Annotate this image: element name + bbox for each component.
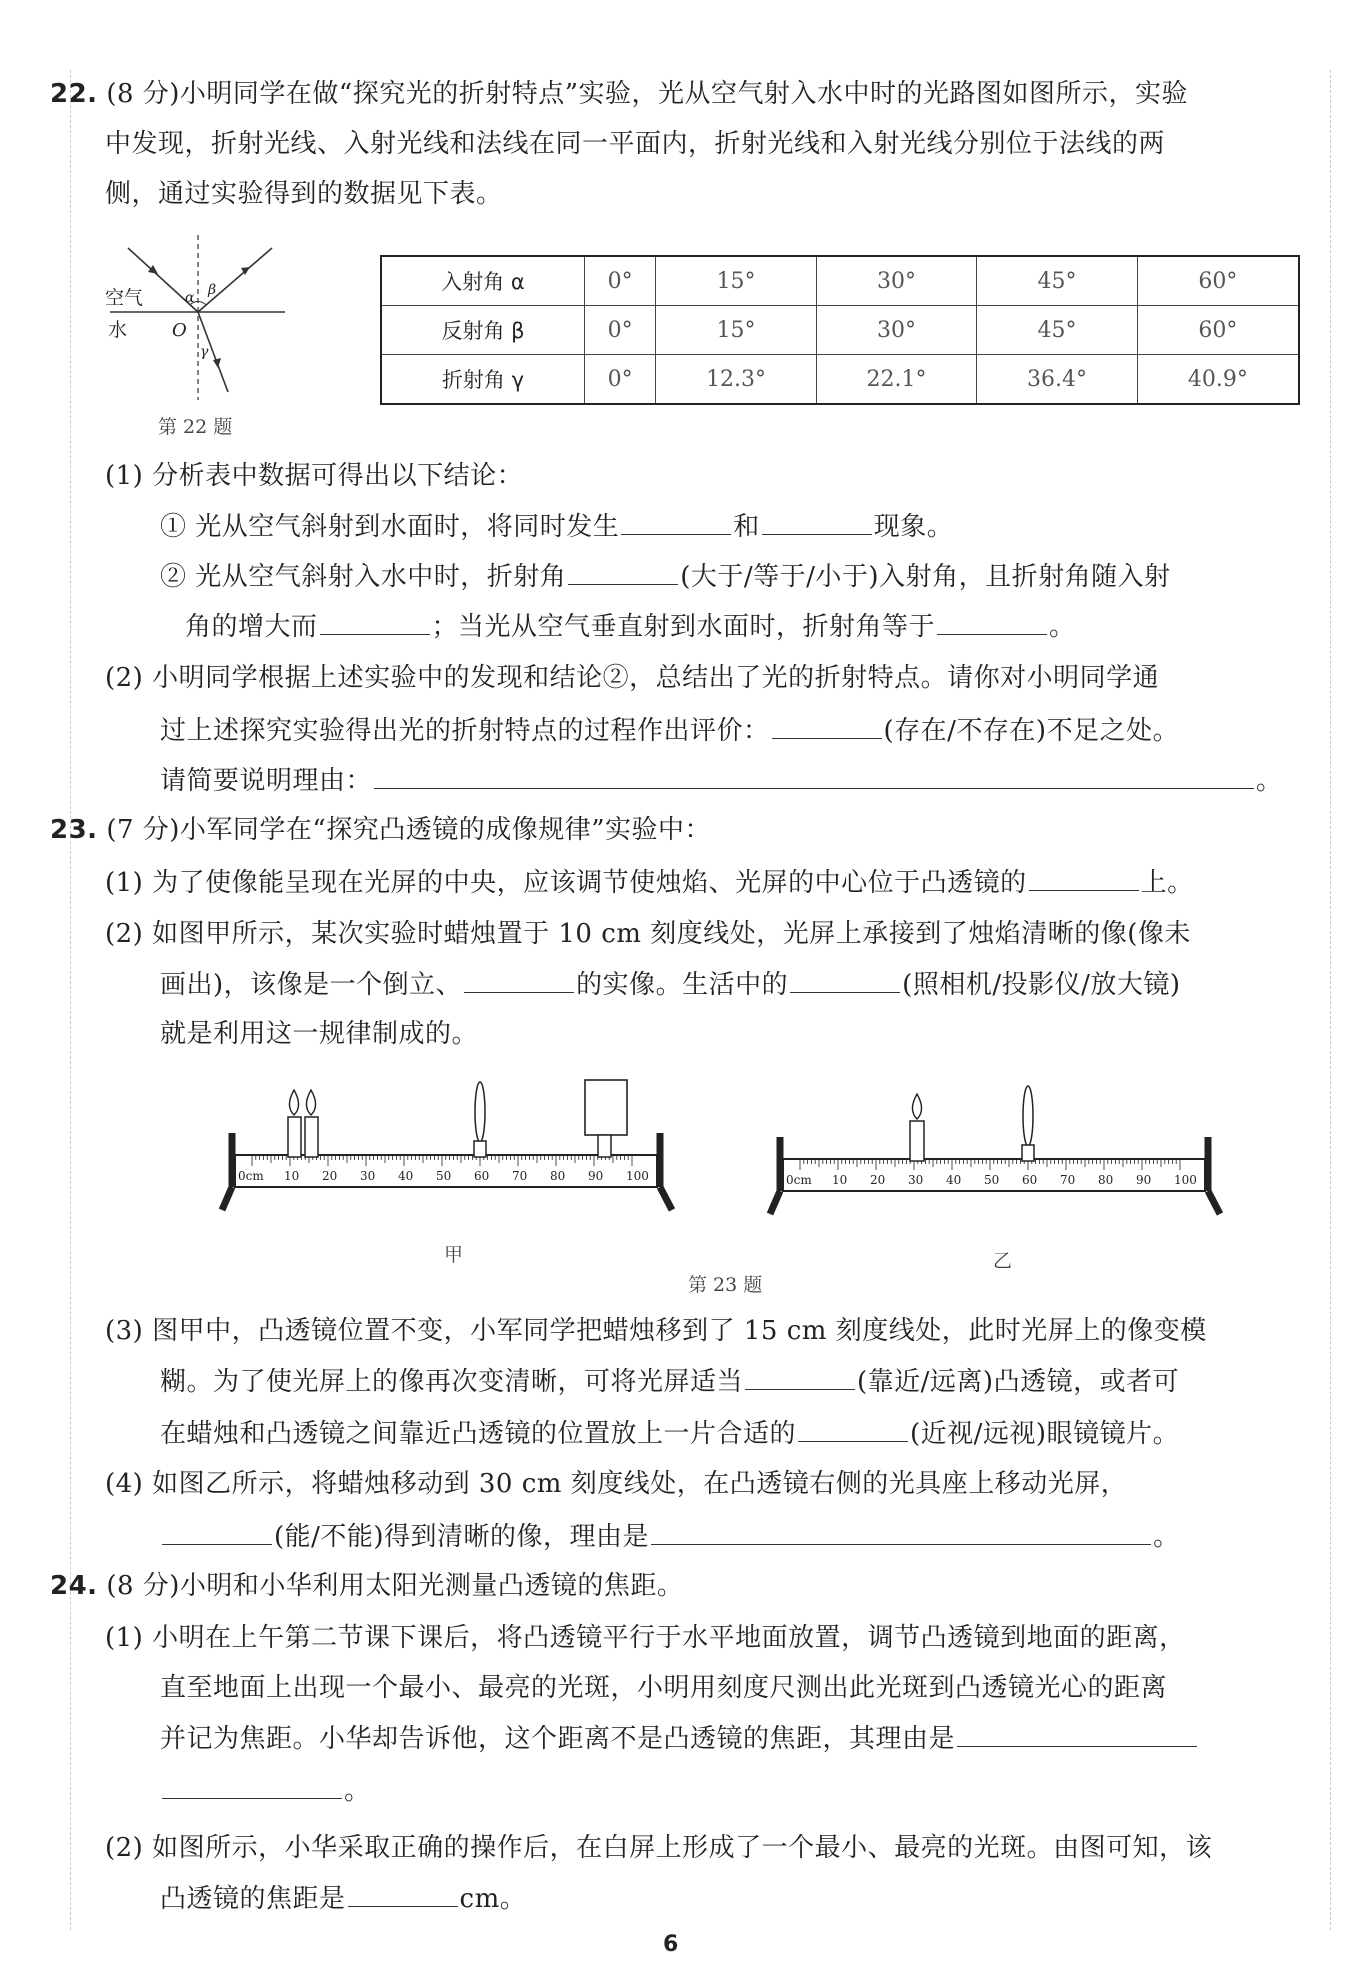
q22-1c-text2: ；当光从空气垂直射到水面时，折射角等于: [431, 612, 936, 642]
q22-1a-and: 和: [733, 512, 760, 542]
q23-part3-l3: [160, 1415, 1179, 1452]
table-row: [381, 306, 1299, 355]
q23-3-options: (靠近/远离)凸透镜，或者可: [857, 1367, 1180, 1397]
ruler-tick-label: 90: [1136, 1173, 1152, 1187]
row-header: 入射角 α: [381, 256, 585, 306]
q23-part3-l1: (3) 图甲中，凸透镜位置不变，小军同学把蜡烛移到了 15 cm 刻度线处，此时光屏上的像变模: [105, 1316, 1207, 1346]
table-cell: 0°: [585, 256, 656, 306]
table-cell: 30°: [816, 306, 976, 355]
fig23-caption: 第 23 题: [688, 1274, 763, 1296]
q22-1c-text: 角的增大而: [185, 612, 318, 642]
answer-blank[interactable]: [568, 558, 678, 585]
answer-blank[interactable]: [772, 712, 882, 739]
q22-2-options: (存在/不存在)不足之处。: [883, 716, 1180, 746]
answer-blank[interactable]: [162, 1772, 342, 1799]
q22-part1: (1) 分析表中数据可得出以下结论：: [105, 461, 524, 491]
table-cell: 60°: [1137, 306, 1299, 355]
q22-1c-end: 。: [1049, 612, 1076, 642]
q24-1-text: 并记为焦距。小华却告诉他，这个距离不是凸透镜的焦距，其理由是: [160, 1724, 956, 1754]
q23-2-options: (照相机/投影仪/放大镜): [902, 970, 1181, 1000]
q22-1b-options: (大于/等于/小于)入射角，且折射角随入射: [680, 562, 1171, 592]
refraction-diagram: [100, 230, 360, 420]
fig22-caption: 第 22 题: [158, 416, 233, 438]
ruler-tick-label: 50: [984, 1173, 1000, 1187]
q23-number: 23.: [50, 815, 98, 845]
q22-1a-text: ① 光从空气斜射到水面时，将同时发生: [160, 512, 620, 542]
q23-1-end: 上。: [1140, 868, 1194, 898]
angle-data-table: [380, 255, 1300, 405]
q22-text-1: (8 分)小明同学在做“探究光的折射特点”实验，光从空气射入水中时的光路图如图所示，实验: [106, 79, 1189, 109]
row-header: 反射角 β: [381, 306, 585, 355]
q22-2-text: 过上述探究实验得出光的折射特点的过程作出评价：: [160, 716, 770, 746]
ruler-tick-label: 20: [870, 1173, 886, 1187]
q24-part2-l1: (2) 如图所示，小华采取正确的操作后，在白屏上形成了一个最小、最亮的光斑。由图可知，该: [105, 1833, 1213, 1863]
label-air: 空气: [105, 287, 144, 309]
q23-part2-l3: 就是利用这一规律制成的。: [160, 1019, 479, 1049]
q24-part1-l1: (1) 小明在上午第二节课下课后，将凸透镜平行于水平地面放置，调节凸透镜到地面的距离，: [105, 1623, 1186, 1653]
table-cell: 12.3°: [656, 355, 816, 405]
label-alpha: α: [185, 290, 195, 306]
answer-blank[interactable]: [374, 762, 1254, 789]
table-cell: 15°: [656, 306, 816, 355]
q22-2-end: 。: [1256, 766, 1283, 796]
label-gamma: γ: [200, 344, 209, 360]
table-cell: 0°: [585, 355, 656, 405]
ruler-tick-label: 30: [360, 1169, 376, 1183]
q23-line1: [50, 812, 711, 848]
answer-blank[interactable]: [762, 508, 872, 535]
table-cell: 22.1°: [816, 355, 976, 405]
ruler-tick-label: 70: [512, 1169, 528, 1183]
q24-part1-l2: 直至地面上出现一个最小、最亮的光斑，小明用刻度尺测出此光斑到凸透镜光心的距离: [160, 1673, 1168, 1703]
table-cell: 60°: [1137, 256, 1299, 306]
answer-blank[interactable]: [621, 508, 731, 535]
left-margin-line: [70, 70, 71, 1930]
q22-part2-l2: [160, 712, 1179, 749]
q24-number: 24.: [50, 1571, 98, 1601]
ruler-tick-label: 0cm: [786, 1173, 812, 1187]
table-cell: 30°: [816, 256, 976, 306]
q22-2-reason-label: 请简要说明理由：: [160, 766, 373, 796]
table-cell: 40.9°: [1137, 355, 1299, 405]
table-row: [381, 355, 1299, 405]
q22-line3: 侧，通过实验得到的数据见下表。: [105, 179, 503, 209]
q23-3-text: 糊。为了使光屏上的像再次变清晰，可将光屏适当: [160, 1367, 744, 1397]
q22-part1-b: [160, 558, 1171, 595]
q23-4-end: 。: [1153, 1522, 1180, 1552]
q24-part2-l2: [160, 1880, 526, 1917]
label-water: 水: [108, 319, 128, 341]
q23-part3-l2: [160, 1363, 1179, 1400]
optical-bench-yi: [768, 1075, 1228, 1235]
q24-part1-l4: [160, 1772, 371, 1809]
answer-blank[interactable]: [937, 608, 1047, 635]
q22-number: 22.: [50, 79, 98, 109]
q24-2-unit: cm。: [459, 1884, 527, 1914]
table-cell: 15°: [656, 256, 816, 306]
answer-blank[interactable]: [464, 966, 574, 993]
ruler-tick-label: 40: [946, 1173, 962, 1187]
q23-part1: [105, 864, 1194, 901]
q23-part4-l2: [160, 1518, 1180, 1555]
q23-2-text2: 的实像。生活中的: [576, 970, 789, 1000]
q23-3-text2: 在蜡烛和凸透镜之间靠近凸透镜的位置放上一片合适的: [160, 1419, 797, 1449]
ruler-tick-label: 70: [1060, 1173, 1076, 1187]
label-o: O: [172, 320, 187, 341]
q23-text-1: (7 分)小军同学在“探究凸透镜的成像规律”实验中：: [106, 815, 712, 845]
table-row: [381, 256, 1299, 306]
ruler-tick-label: 100: [1174, 1173, 1197, 1187]
right-margin-line: [1330, 70, 1331, 1930]
q22-part2-l1: (2) 小明同学根据上述实验中的发现和结论②，总结出了光的折射特点。请你对小明同学通: [105, 663, 1160, 693]
q22-part1-a: [160, 508, 953, 545]
ruler-tick-label: 40: [398, 1169, 414, 1183]
ruler-tick-label: 10: [832, 1173, 848, 1187]
answer-blank[interactable]: [320, 608, 430, 635]
answer-blank[interactable]: [798, 1415, 908, 1442]
ruler-tick-label: 20: [322, 1169, 338, 1183]
q24-2-text: 凸透镜的焦距是: [160, 1884, 346, 1914]
ruler-tick-label: 60: [474, 1169, 490, 1183]
table-cell: 45°: [977, 306, 1137, 355]
table-cell: 36.4°: [977, 355, 1137, 405]
q22-1b-text: ② 光从空气斜射入水中时，折射角: [160, 562, 567, 592]
ruler-tick-label: 30: [908, 1173, 924, 1187]
page-number: 6: [663, 1932, 679, 1957]
q23-2-text: 画出)，该像是一个倒立、: [160, 970, 463, 1000]
answer-blank[interactable]: [162, 1518, 272, 1545]
answer-blank[interactable]: [651, 1518, 1151, 1545]
ruler-tick-label: 80: [1098, 1173, 1114, 1187]
label-beta: β: [208, 282, 217, 298]
ruler-tick-label: 80: [550, 1169, 566, 1183]
q23-4-text: (能/不能)得到清晰的像，理由是: [274, 1522, 650, 1552]
fig-jia-label: 甲: [444, 1244, 464, 1266]
answer-blank[interactable]: [348, 1880, 458, 1907]
q22-part2-l3: [160, 762, 1283, 799]
q23-part4-l1: (4) 如图乙所示，将蜡烛移动到 30 cm 刻度线处，在凸透镜右侧的光具座上移动光屏，: [105, 1469, 1128, 1499]
q24-text-1: (8 分)小明和小华利用太阳光测量凸透镜的焦距。: [106, 1571, 684, 1601]
table-cell: 0°: [585, 306, 656, 355]
q23-part2-l1: (2) 如图甲所示，某次实验时蜡烛置于 10 cm 刻度线处，光屏上承接到了烛焰清晰的像(像未: [105, 919, 1191, 949]
ruler-tick-label: 0cm: [238, 1169, 264, 1183]
q23-1-text: (1) 为了使像能呈现在光屏的中央，应该调节使烛焰、光屏的中心位于凸透镜的: [105, 868, 1027, 898]
q22-1a-end: 现象。: [873, 512, 954, 542]
q24-1-end: 。: [344, 1776, 371, 1806]
ruler-tick-label: 100: [626, 1169, 649, 1183]
fig-yi-label: 乙: [993, 1250, 1013, 1272]
q24-part1-l3: [160, 1720, 1199, 1757]
ruler-tick-label: 50: [436, 1169, 452, 1183]
answer-blank[interactable]: [1029, 864, 1139, 891]
q24-line1: [50, 1568, 683, 1604]
q22-line1: [50, 76, 1188, 112]
answer-blank[interactable]: [745, 1363, 855, 1390]
ruler-tick-label: 90: [588, 1169, 604, 1183]
answer-blank[interactable]: [790, 966, 900, 993]
ruler-tick-label: 60: [1022, 1173, 1038, 1187]
q23-part2-l2: [160, 966, 1180, 1003]
row-header: 折射角 γ: [381, 355, 585, 405]
q22-part1-c: [185, 608, 1076, 645]
ruler-tick-label: 10: [284, 1169, 300, 1183]
q23-3-options2: (近视/远视)眼镜镜片。: [910, 1419, 1180, 1449]
q22-line2: 中发现，折射光线、入射光线和法线在同一平面内，折射光线和入射光线分别位于法线的两: [105, 129, 1166, 159]
optical-bench-jia: [220, 1075, 680, 1235]
table-cell: 45°: [977, 256, 1137, 306]
answer-blank[interactable]: [957, 1720, 1197, 1747]
